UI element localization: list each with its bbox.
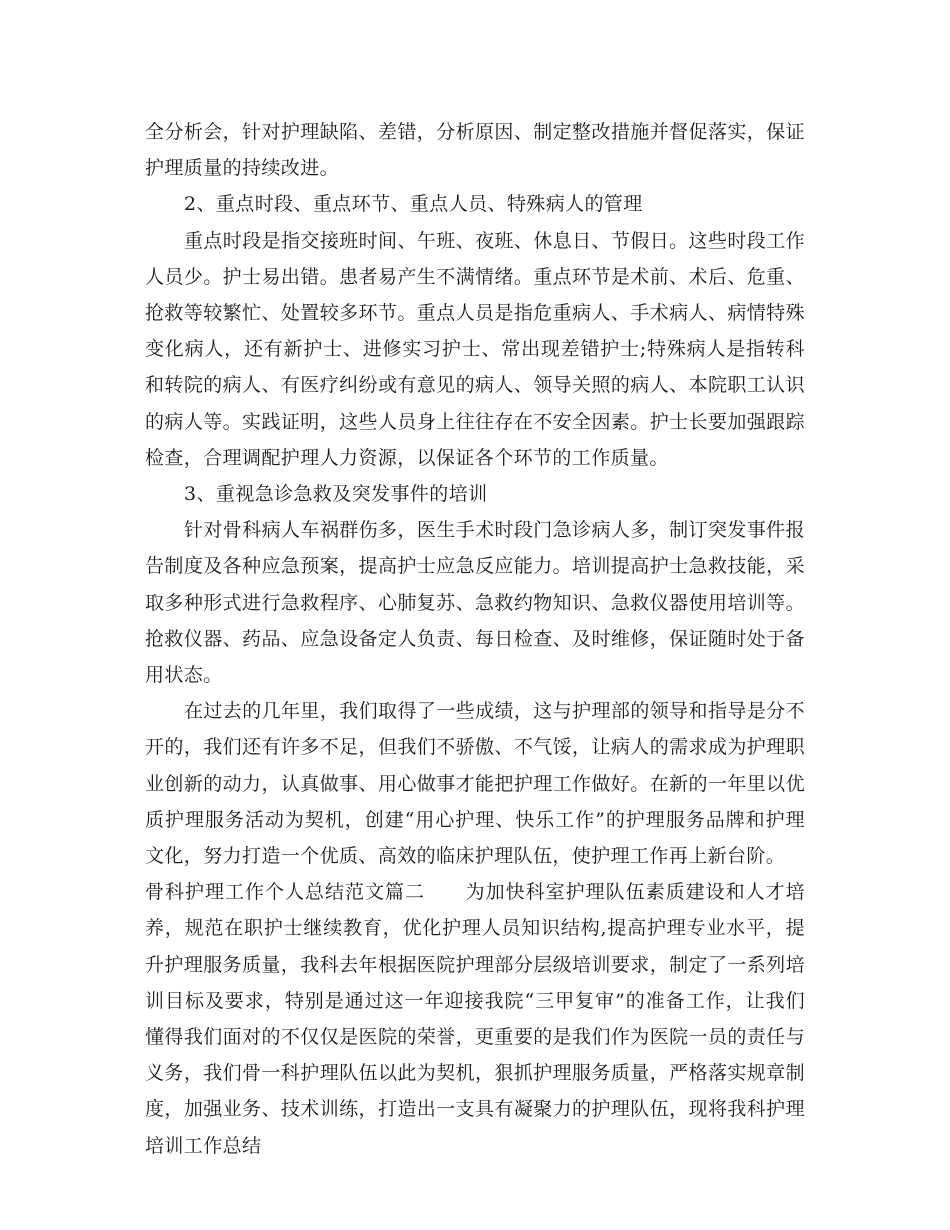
paragraph-achievements: 在过去的几年里，我们取得了一些成绩，这与护理部的领导和指导是分不开的，我们还有许多不足，但我们不骄傲、不气馁，让病人的需求成为护理职业创新的动力，认真做事、用心做事才能把护理工作做好。在新的一年里以优质护理服务活动为契机，创建“用心护理、快乐工作”的护理服务品牌和护理文化，努力打造一个优质、高效的临床护理队伍，使护理工作再上新台阶。	[145, 700, 805, 868]
paragraph-key-periods: 重点时段是指交接班时间、午班、夜班、休息日、节假日。这些时段工作人员少。护士易出错。患者易产生不满情绪。重点环节是术前、术后、危重、抢救等较繁忙、处置较多环节。重点人员是指危重病人、手术病人、病情特殊变化病人，还有新护士、进修实习护士、常出现差错护士;特殊病人是指转科和转院的病人、有医疗纠纷或有意见的病人、领导关照的病人、本院职工认识的病人等。实践证明，这些人员身上往往存在不安全因素。护士长要加强跟踪检查，合理调配护理人力资源，以保证各个环节的工作质量。	[145, 229, 805, 469]
paragraph-emergency-training: 针对骨科病人车祸群伤多，医生手术时段门急诊病人多，制订突发事件报告制度及各种应急预案，提高护士应急反应能力。培训提高护士急救技能，采取多种形式进行急救程序、心肺复苏、急救约物知识、急救仪器使用培训等。抢救仪器、药品、应急设备定人负责、每日检查、及时维修，保证随时处于备用状态。	[145, 519, 805, 687]
document-body	[145, 114, 805, 1164]
subheading-key-periods: 2、重点时段、重点环节、重点人员、特殊病人的管理	[184, 193, 643, 216]
section-two	[145, 874, 805, 1164]
subheading-emergency-training: 3、重视急诊急救及突发事件的培训	[184, 483, 488, 506]
paragraph-quality-analysis: 全分析会，针对护理缺陷、差错，分析原因、制定整改措施并督促落实，保证护理质量的持续改进。	[145, 121, 805, 180]
section-two-text: 为加快科室护理队伍素质建设和人才培养，规范在职护士继续教育，优化护理人员知识结构,提高护理专业水平，提升护理服务质量，我科去年根据医院护理部分层级培训要求，制定了一系列培训目标及要求，特别是通过这一年迎接我院“三甲复审”的准备工作，让我们懂得我们面对的不仅仅是医院的荣誉，更重要的是我们作为医院一员的责任与义务，我们骨一科护理队伍以此为契机，狠抓护理服务质量，严格落实规章制度，加强业务、技术训练，打造出一支具有凝聚力的护理队伍，现将我科护理培训工作总结	[145, 881, 805, 1157]
section-two-heading: 骨科护理工作个人总结范文篇二	[145, 881, 425, 904]
